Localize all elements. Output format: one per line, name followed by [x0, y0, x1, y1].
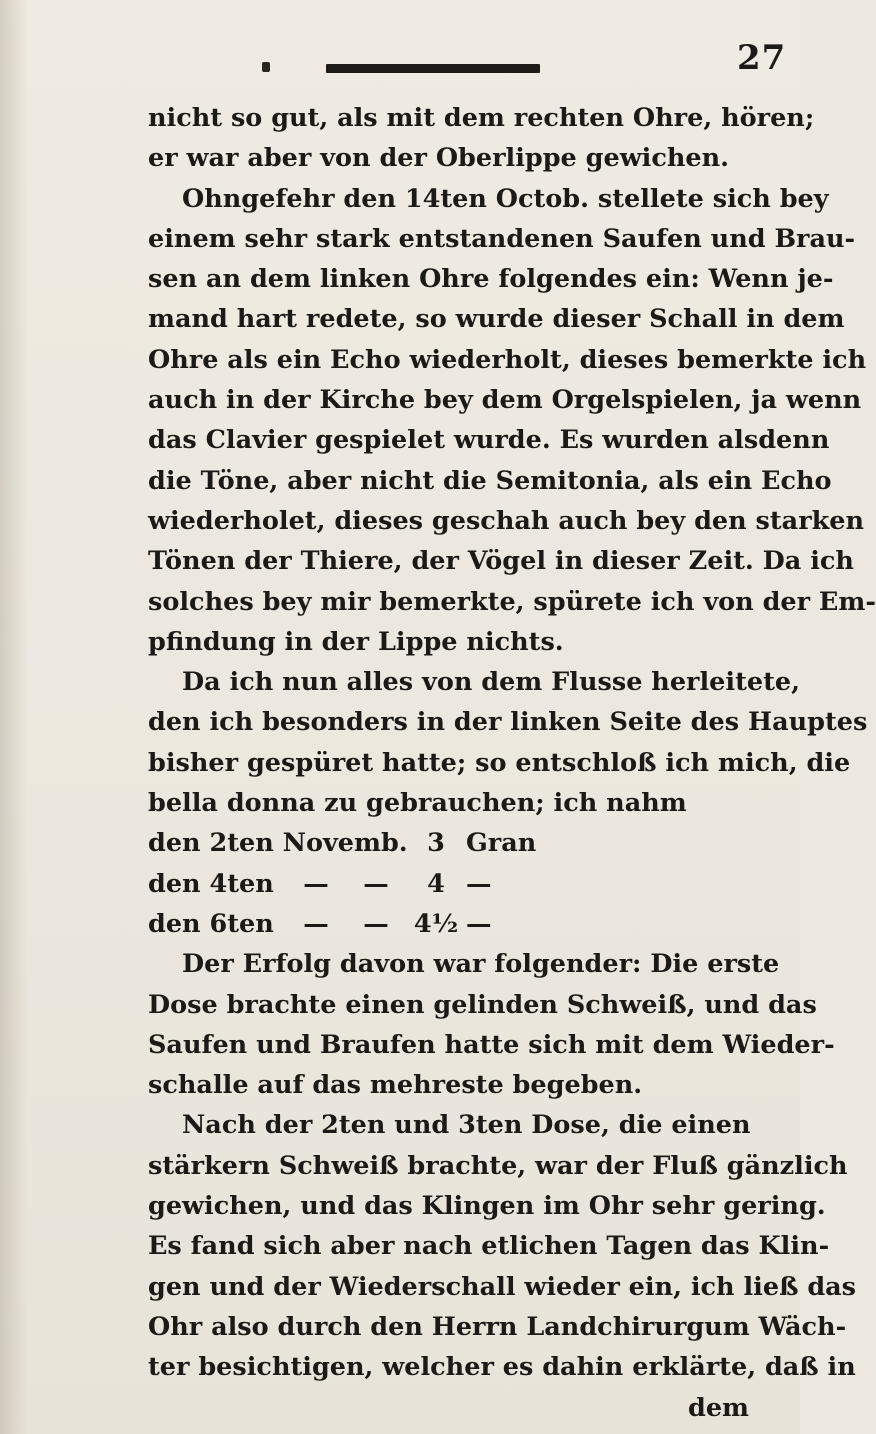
text-line: bella donna zu gebrauchen; ich nahm	[148, 788, 687, 819]
text-line: Ohngefehr den 14ten Octob. stellete sich bey	[182, 183, 829, 214]
text-line: wiederholet, dieses geschah auch bey den starken	[148, 505, 865, 536]
text-line: auch in der Kirche bey dem Orgelspielen, ja wenn	[148, 385, 862, 416]
text-line: nicht so gut, als mit dem rechten Ohre, hören;	[148, 103, 815, 133]
text-line: Es fand sich aber nach etlichen Tagen das Klin-	[148, 1231, 830, 1262]
text-line: ter besichtigen, welcher es dahin erklärte, daß in	[148, 1352, 856, 1383]
dosage-day: den 4ten	[148, 868, 274, 899]
text-line: pfindung in der Lippe nichts.	[148, 626, 564, 657]
dosage-amount: 4½	[413, 908, 459, 939]
text-line: die Töne, aber nicht die Semitonia, als ein Echo	[148, 465, 832, 496]
text-line: Ohre als ein Echo wiederholt, dieses bemerkte ich	[148, 344, 867, 375]
dosage-unit: —	[466, 908, 492, 939]
text-line: solches bey mir bemerkte, spürete ich von der Em-	[148, 586, 876, 617]
dosage-row	[148, 904, 748, 944]
body-text	[148, 98, 876, 1428]
header-mark	[262, 62, 270, 72]
text-line: schalle auf das mehreste begeben.	[148, 1070, 643, 1101]
text-line: Dose brachte einen gelinden Schweiß, und das	[148, 989, 817, 1020]
dosage-day: den 6ten	[148, 908, 274, 939]
text-line: Tönen der Thiere, der Vögel in dieser Zeit. Da ich	[148, 546, 854, 577]
text-line: Nach der 2ten und 3ten Dose, die einen	[182, 1110, 751, 1141]
dosage-unit: Gran	[466, 828, 537, 859]
binding-shadow	[0, 0, 28, 1434]
dosage-dash: —	[303, 908, 329, 939]
text-line: einem sehr stark entstandenen Saufen und Brau-	[148, 223, 856, 254]
catchword: dem	[688, 1392, 750, 1423]
dosage-amount: 3	[427, 828, 445, 859]
dosage-dash	[286, 823, 346, 863]
text-line: bisher gespüret hatte; so entschloß ich mich, die	[148, 747, 851, 778]
text-line: Saufen und Braufen hatte sich mit dem Wieder-	[148, 1029, 835, 1060]
dosage-day: den 2ten Novemb.	[148, 828, 408, 859]
dosage-row	[148, 823, 748, 863]
text-line: Der Erfolg davon war folgender: Die erste	[182, 949, 780, 980]
text-line: Da ich nun alles von dem Flusse herleitete,	[182, 667, 800, 698]
dosage-dash: —	[363, 868, 389, 899]
text-line: sen an dem linken Ohre folgendes ein: Wenn je-	[148, 264, 834, 295]
text-line: das Clavier gespielet wurde. Es wurden alsdenn	[148, 425, 830, 456]
text-line: mand hart redete, so wurde dieser Schall in dem	[148, 304, 845, 335]
dosage-dash: —	[363, 908, 389, 939]
header-rule	[326, 64, 540, 73]
text-line: den ich besonders in der linken Seite des Hauptes	[148, 707, 868, 738]
dosage-amount: 4	[427, 868, 445, 899]
dosage-dash: —	[303, 868, 329, 899]
page-number: 27	[737, 38, 787, 78]
text-line: Ohr also durch den Herrn Landchirurgum Wäch-	[148, 1311, 847, 1342]
text-line: gewichen, und das Klingen im Ohr sehr gering.	[148, 1191, 826, 1222]
text-line: gen und der Wiederschall wieder ein, ich ließ das	[148, 1271, 857, 1302]
dosage-row	[148, 864, 748, 904]
dosage-dash	[346, 823, 406, 863]
text-line: er war aber von der Oberlippe gewichen.	[148, 143, 730, 174]
text-line: stärkern Schweiß brachte, war der Fluß gänzlich	[148, 1150, 848, 1181]
dosage-unit: —	[466, 868, 492, 899]
